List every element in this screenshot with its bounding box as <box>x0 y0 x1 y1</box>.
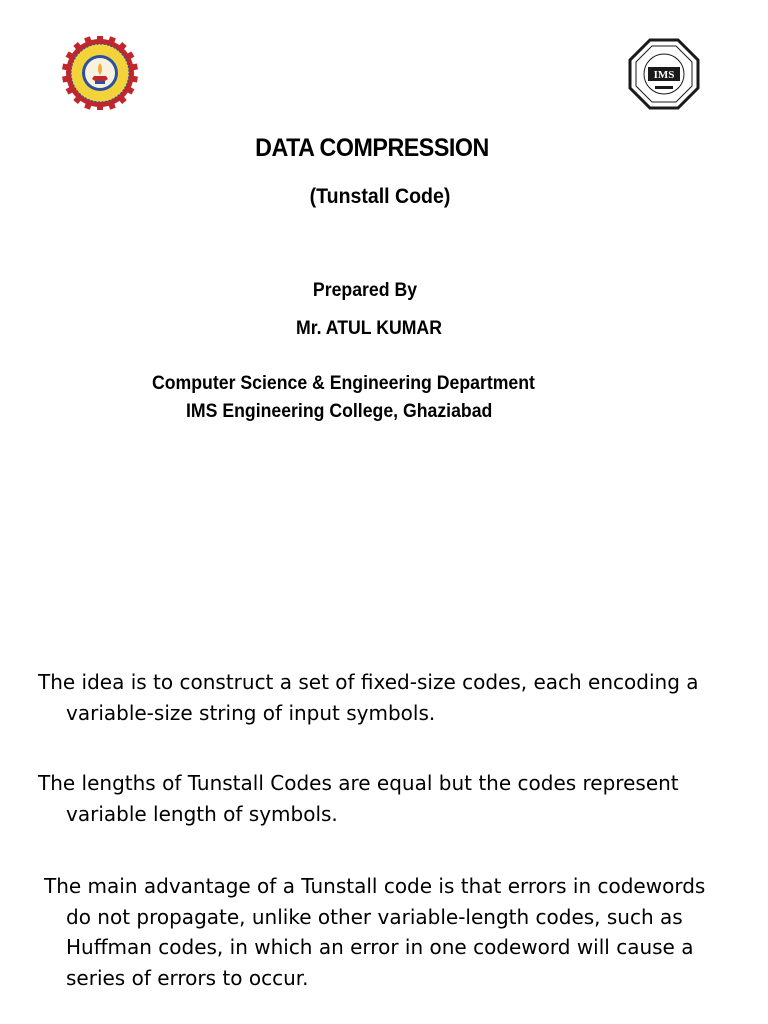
prepared-by-label: Prepared By <box>312 280 418 301</box>
college-name: IMS Engineering College, Ghaziabad <box>186 401 493 422</box>
paragraph-main-advantage: The main advantage of a Tunstall code is that errors in codewords do not propagate, unlike other variable-length codes, such as Huffman codes, in which an error in one codeword will cause a series of errors to occur. <box>44 874 706 990</box>
paragraph-code-lengths: The lengths of Tunstall Codes are equal but the codes represent variable length of symbols. <box>38 771 679 826</box>
slide-title: DATA COMPRESSION <box>255 134 489 162</box>
slide-subtitle: (Tunstall Code) <box>309 185 451 208</box>
department-name: Computer Science & Engineering Department <box>152 373 535 394</box>
ims-logo-text: IMS <box>653 69 675 81</box>
university-seal-icon <box>60 36 140 110</box>
author-name: Mr. ATUL KUMAR <box>296 318 442 339</box>
paragraph-fixed-size-codes: The idea is to construct a set of fixed-size codes, each encoding a variable-size string of input symbols. <box>38 670 699 725</box>
ims-college-logo-icon <box>628 38 700 110</box>
